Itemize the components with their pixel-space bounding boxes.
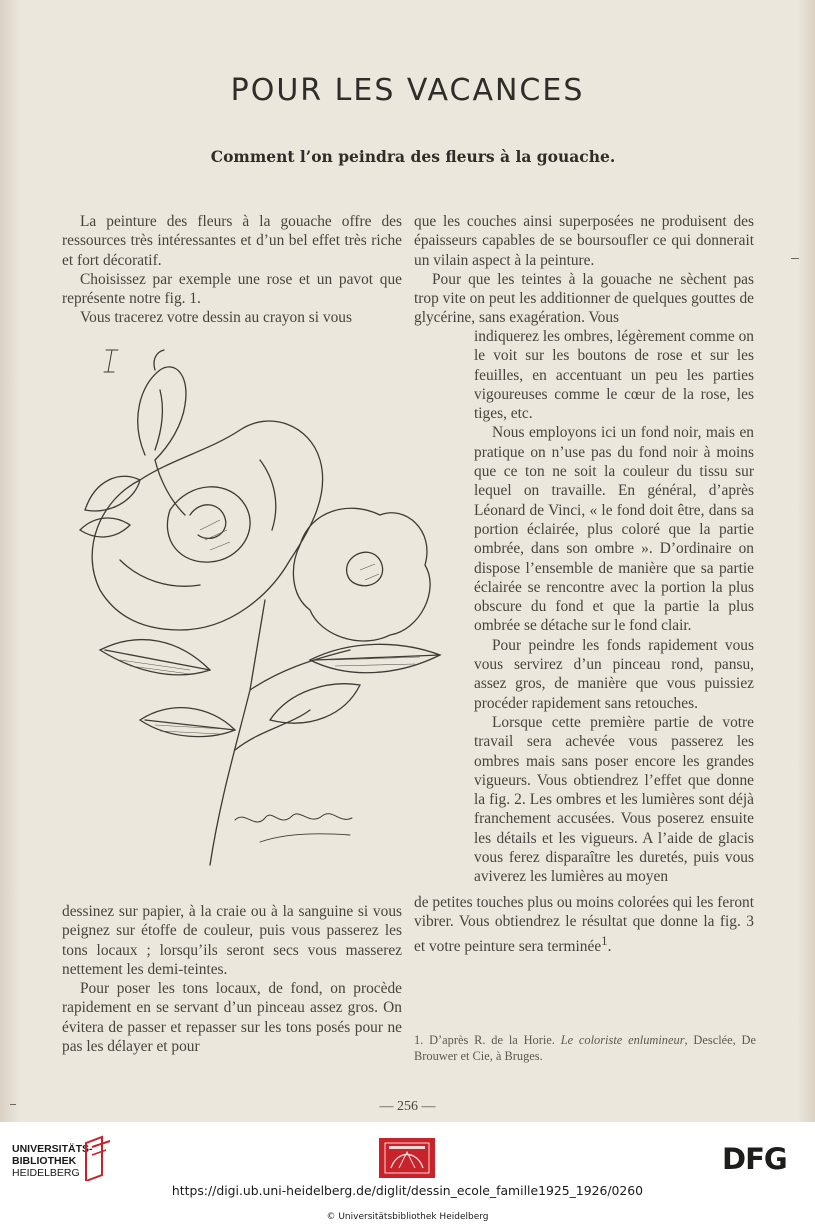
page-title: POUR LES VACANCES: [230, 73, 585, 108]
margin-mark: [791, 258, 799, 259]
paragraph-text: de petites touches plus ou moins colorées qui les feront vibrer. Vous obtiendrez le résultat que donne la fig. 3 et votre peinture sera terminée: [414, 894, 754, 955]
rose-poppy-illustration: [60, 330, 470, 890]
right-column-bottom: [414, 893, 754, 956]
digital-collection-logo-icon[interactable]: [379, 1138, 435, 1178]
article-subtitle: Comment l’on peindra des fleurs à la gouache.: [210, 147, 616, 166]
paragraph: indiquerez les ombres, légèrement comme on le voit sur les boutons de rose et sur les feuilles, en accentuant un peu les parties vigoureuses comme le cœur de la rose, les tiges, etc.: [474, 328, 754, 423]
paragraph: dessinez sur papier, à la craie ou à la sanguine si vous peignez sur étoffe de couleur, puis vous passerez les tons locaux ; lorsqu’ils seront secs vous masserez nettement les demi-teintes.: [62, 903, 402, 978]
copyright-notice: © Universitätsbibliothek Heidelberg: [326, 1212, 489, 1222]
paragraph: Pour poser les tons locaux, de fond, on procède rapidement en se servant d’un pinceau assez gros. On évitera de passer et repasser sur les tons posés pour ne pas les délayer et pour: [62, 980, 402, 1056]
library-line: BIBLIOTHEK: [12, 1155, 77, 1167]
paragraph: Choisissez par exemple une rose et un pavot que représente notre fig. 1.: [62, 270, 402, 308]
library-line: UNIVERSITÄTS-: [12, 1143, 93, 1155]
paragraph: Pour peindre les fonds rapidement vous vous servirez d’un pinceau rond, pansu, assez gros, de manière que vous puissiez procéder rapidement sans retouches.: [474, 636, 754, 712]
footnote-publisher: , Desclée, De Brouwer et Cie, à Bruges.: [414, 1033, 756, 1063]
footnote-number: 1.: [414, 1033, 430, 1047]
page-number: — 256 —: [379, 1099, 436, 1114]
library-name[interactable]: [12, 1143, 93, 1179]
library-line: HEIDELBERG: [12, 1167, 80, 1179]
paragraph: Lorsque cette première partie de votre travail sera achevée vous passerez les ombres mais sans poser encore les grandes vigueurs. Vous obtiendrez l’effet que donne la fig. 2. Les ombres et les lumières sont déjà franchement accusées. Vous poserez ensuite les détails et les vigueurs. A l’aide de glacis vous ferez disparaître les duretés, puis vous aviverez les lumières au moyen: [474, 713, 754, 886]
footnote-reference: 1: [601, 933, 608, 948]
permalink[interactable]: https://digi.ub.uni-heidelberg.de/diglit/dessin_ecole_famille1925_1926/0260: [171, 1183, 644, 1198]
footnote-work-title: Le coloriste enlumineur: [560, 1033, 685, 1047]
period: .: [607, 937, 612, 955]
footnote-author: D’après R. de la Horie.: [429, 1033, 561, 1047]
right-column-wrapped: [474, 327, 754, 887]
paragraph: que les couches ainsi superposées ne produisent des épaisseurs capables de se boursoufler ce qui donnerait un vilain aspect à la peinture.: [414, 213, 754, 269]
left-column-bottom: [62, 902, 402, 1056]
paragraph: Pour que les teintes à la gouache ne sèchent pas trop vite on peut les additionner de quelques gouttes de glycérine, sans exagération. Vous: [414, 270, 754, 327]
paragraph: Nous employons ici un fond noir, mais en pratique on n’use pas du fond noir à moins que ce ton ne soit la couleur du tissu sur lequel on travaille. En général, d’après Léonard de Vinci, « le fond doit être, dans sa portion éclairée, plus coloré que la partie ombrée, dans son ombre ». D’ordinaire on dispose l’ensemble de manière que sa partie éclairée se rencontre avec la portion la plus obscure du fond et que la partie la plus ombrée se détache sur le fond clair.: [474, 424, 754, 635]
paragraph: La peinture des fleurs à la gouache offre des ressources très intéressantes et d’un bel effet très riche et fort décoratif.: [62, 213, 402, 269]
paragraph: [414, 893, 754, 956]
library-logo-icon[interactable]: [82, 1135, 114, 1181]
right-column-top: [414, 212, 754, 328]
footnote: [414, 1032, 756, 1064]
paragraph: Vous tracerez votre dessin au crayon si vous: [80, 309, 352, 327]
left-column-top: [62, 212, 402, 328]
margin-mark: [10, 1104, 16, 1105]
dfg-logo[interactable]: DFG: [722, 1142, 787, 1176]
